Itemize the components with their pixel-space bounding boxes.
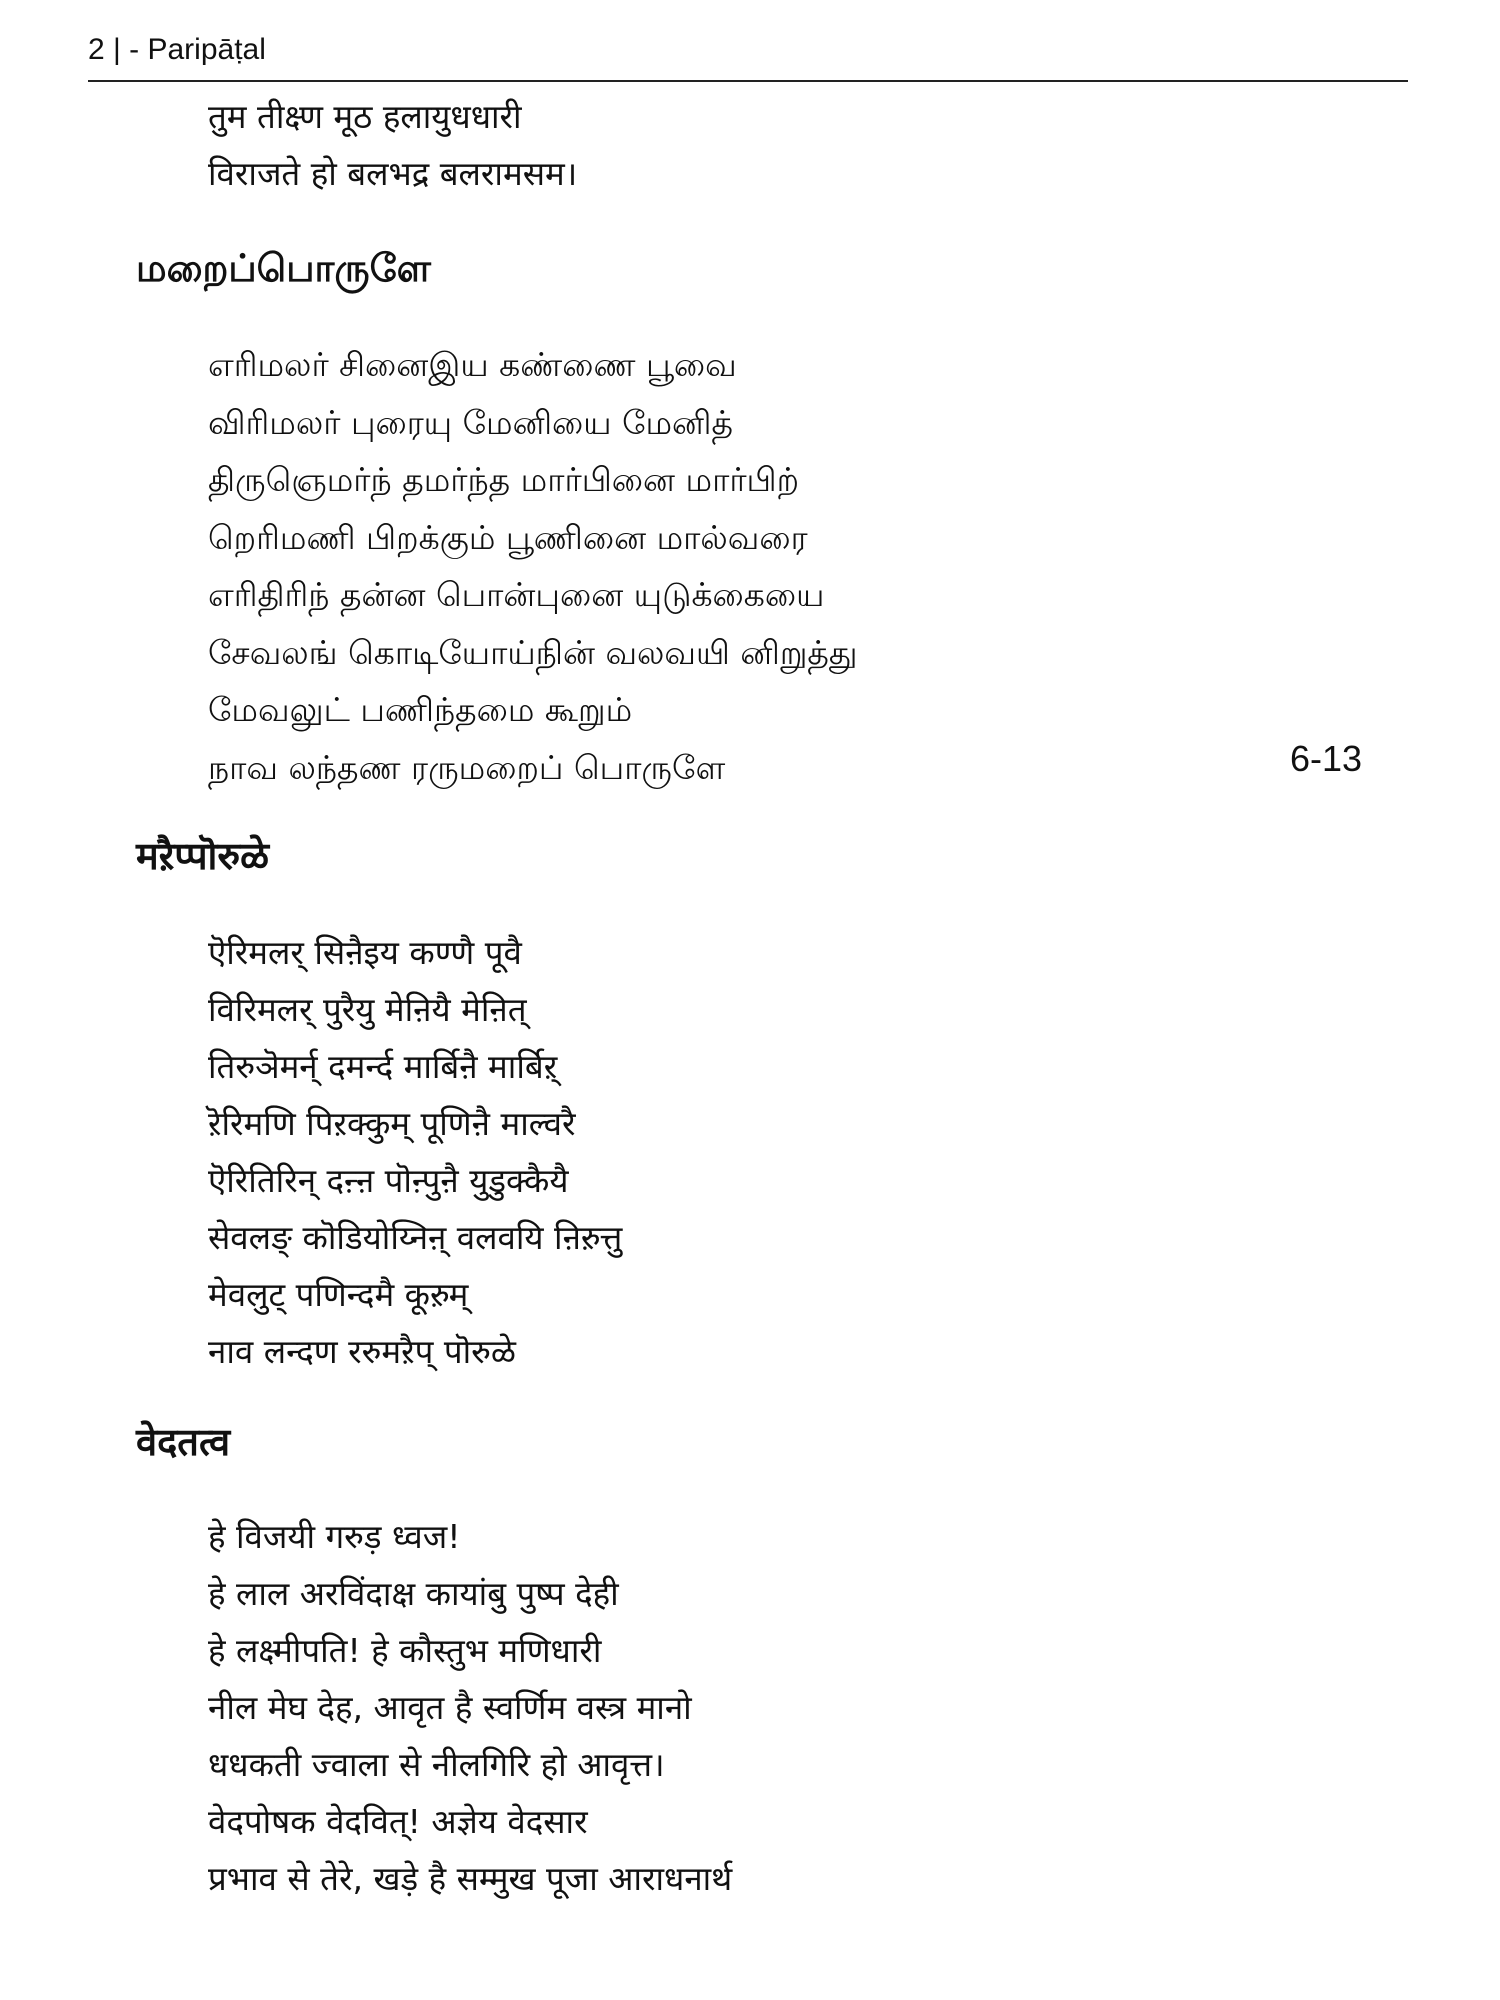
- verse-line: மேவலுட் பணிந்தமை கூறும்: [208, 690, 633, 729]
- verse-line: हे विजयी गरुड़ ध्वज!: [208, 1517, 461, 1556]
- intro-line: विराजते हो बलभद्र बलरामसम।: [208, 154, 578, 193]
- verse-line: ऎरितिरिन् दऩ्ऩ पॊऩ्पुऩै युडुक्कैयै: [208, 1161, 569, 1200]
- verse-line: सेवलङ् कॊडियोय्निऩ् वलवयि ऩिऱुत्तु: [208, 1218, 623, 1257]
- verse-line: प्रभाव से तेरे, खड़े है सम्मुख पूजा आराधनार्थ: [208, 1859, 733, 1898]
- verse-line: எரிதிரிந் தன்ன பொன்புனை யுடுக்கையை: [208, 575, 825, 614]
- tamil-heading: மறைப்பொருளே: [136, 246, 431, 290]
- header-rule: [88, 80, 1408, 82]
- hindi-verse: [208, 1508, 732, 1907]
- verse-line: हे लक्ष्मीपति! हे कौस्तुभ मणिधारी: [208, 1631, 602, 1670]
- transliteration-heading: मऱ़ैप्पॊरुळे: [136, 834, 270, 878]
- verse-line: नाव लन्दण ररुमऱैप् पॊरुळे: [208, 1332, 516, 1371]
- transliteration-verse: [208, 924, 622, 1380]
- header-separator: | -: [104, 33, 148, 66]
- verse-line: சேவலங் கொடியோய்நின் வலவயி னிறுத்து: [208, 632, 858, 672]
- verse-line: विरिमलर् पुरैयु मेऩियै मेऩित्: [208, 990, 527, 1029]
- verse-line: नील मेघ देह, आवृत है स्वर्णिम वस्त्र मानो: [208, 1688, 692, 1727]
- verse-line: விரிமலர் புரையு மேனியை மேனித்: [208, 402, 734, 442]
- verse-line: हे लाल अरविंदाक्ष कायांबु पुष्प देही: [208, 1574, 619, 1613]
- page-header: [88, 22, 1408, 82]
- verse-number: 6-13: [1290, 738, 1363, 779]
- verse-line: वेदपोषक वेदवित्! अज्ञेय वेदसार: [208, 1802, 588, 1841]
- page-number: 2: [88, 33, 105, 66]
- verse-line: धधकती ज्वाला से नीलगिरि हो आवृत्त।: [208, 1745, 665, 1784]
- verse-line: றெரிமணி பிறக்கும் பூணினை மால்வரை: [208, 517, 808, 557]
- intro-verse: [208, 88, 577, 202]
- verse-line: திருஞெமர்ந் தமர்ந்த மார்பினை மார்பிற்: [208, 460, 800, 499]
- tamil-verse: [208, 336, 858, 796]
- verse-line: எரிமலர் சினைஇய கண்ணை பூவை: [208, 345, 737, 384]
- hindi-heading: वेदतत्व: [136, 1420, 231, 1464]
- verse-line: तिरुञॆमर्न् दमर्न्द मार्बिऩै मार्बिऱ्: [208, 1047, 558, 1086]
- verse-line: நாவ லந்தண ரருமறைப் பொருளே: [208, 747, 726, 787]
- book-title: Paripāṭal: [147, 33, 266, 66]
- intro-line: तुम तीक्ष्ण मूठ हलायुधधारी: [208, 97, 522, 136]
- verse-line: मेवलुट् पणिन्दमै कूऱुम्: [208, 1275, 469, 1314]
- running-head: [88, 32, 266, 68]
- verse-line: ऎरिमलर् सिऩैइय कण्णै पूवै: [208, 933, 522, 972]
- verse-line: ऱॆरिमणि पिऱक्कुम् पूणिऩै माल्वरै: [208, 1104, 576, 1143]
